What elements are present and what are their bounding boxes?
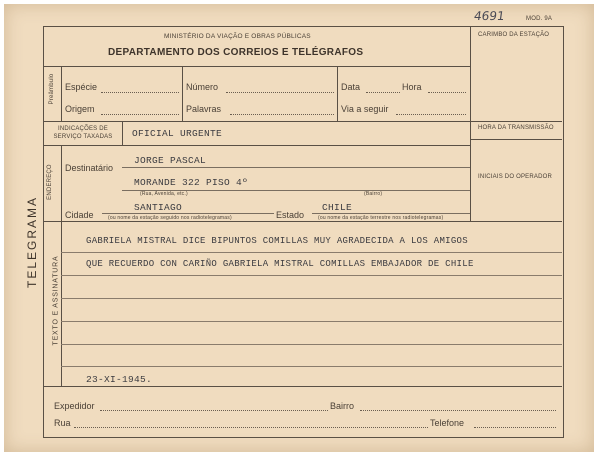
recipient-city: SANTIAGO: [134, 202, 183, 213]
especie-label: Espécie: [65, 82, 98, 92]
origem-label: Origem: [65, 104, 95, 114]
palavras-label: Palavras: [186, 104, 222, 114]
taxed-service-label: INDICAÇÕES DE SERVIÇO TAXADAS: [53, 126, 113, 140]
station-stamp-label: CARIMBO DA ESTAÇÃO: [478, 32, 550, 38]
transmission-time-label: HORA DA TRANSMISSÃO: [478, 125, 554, 131]
message-section-label: TEXTO E ASSINATURA: [52, 255, 60, 346]
bairro-hint: (Bairro): [364, 191, 383, 197]
numero-label: Número: [186, 82, 219, 92]
hora-label: Hora: [402, 82, 422, 92]
cidade-label: Cidade: [65, 210, 94, 220]
serial-number: 4691: [473, 9, 506, 23]
message-line-2: QUE RECUERDO CON CARIÑO GABRIELA MISTRAL COMILLAS EMBAJADOR DE CHILE: [86, 259, 474, 269]
destinatario-label: Destinatário: [65, 163, 114, 173]
telefone-label: Telefone: [430, 418, 465, 428]
telegram-side-title: TELEGRAMA: [25, 196, 39, 289]
data-label: Data: [341, 82, 361, 92]
telegram-form: [4, 4, 594, 452]
recipient-name: JORGE PASCAL: [134, 155, 207, 166]
estado-label: Estado: [276, 210, 305, 220]
message-date: 23-XI-1945.: [86, 374, 153, 385]
street-hint: (Rua, Avenida, etc.): [140, 191, 188, 197]
operator-initials-label: INICIAIS DO OPERADOR: [478, 174, 553, 180]
expedidor-label: Expedidor: [54, 401, 95, 411]
recipient-street: MORANDE 322 PISO 4º: [134, 177, 249, 188]
message-line-1: GABRIELA MISTRAL DICE BIPUNTOS COMILLAS MUY AGRADECIDA A LOS AMIGOS: [86, 236, 468, 246]
preamble-label: Preâmbulo: [49, 73, 55, 105]
address-section-label: ENDEREÇO: [47, 164, 53, 200]
recipient-state: CHILE: [322, 202, 353, 213]
preamble-box: [43, 66, 470, 121]
department-title: DEPARTAMENTO DOS CORREIOS E TELÉGRAFOS: [108, 47, 364, 58]
state-hint: (ou nome da estação terrestre nos radiotelegramas): [318, 215, 444, 221]
city-hint: (ou nome da estação seguido nos radiotelegramas): [108, 215, 232, 221]
model-number: MOD. 9A: [526, 16, 553, 22]
via-label: Via a seguir: [341, 104, 389, 114]
rua-label: Rua: [54, 418, 71, 428]
taxed-service-value: OFICIAL URGENTE: [132, 128, 223, 139]
sender-bairro-label: Bairro: [330, 401, 355, 411]
ministry-title: MINISTÉRIO DA VIAÇÃO E OBRAS PÚBLICAS: [164, 33, 311, 40]
